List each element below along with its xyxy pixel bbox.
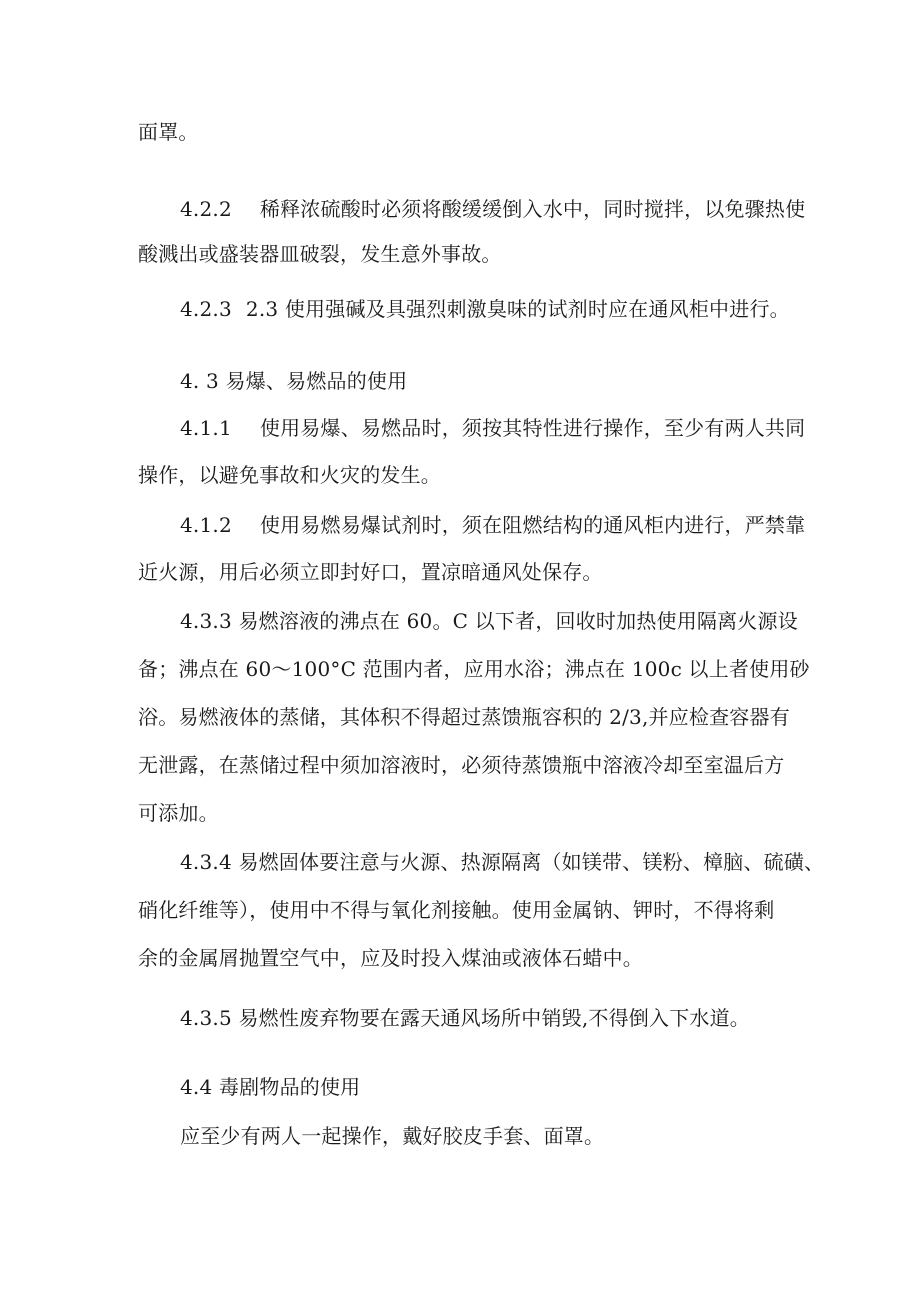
- paragraph-text: 余的金属屑抛置空气中，应及时投入煤油或液体石蜡中。: [138, 946, 643, 970]
- paragraph-line: [138, 898, 788, 922]
- paragraph-line: [138, 801, 788, 825]
- paragraph-text: 面罩。: [138, 120, 199, 144]
- paragraph-line: [180, 1006, 788, 1030]
- paragraph-line: [180, 513, 806, 537]
- paragraph-line: [180, 197, 806, 221]
- paragraph-text: 浴。易燃液体的蒸储，其体积不得超过蒸馈瓶容积的 2/3,并应检查容器有: [138, 705, 790, 729]
- paragraph-text: 酸溅出或盛装器皿破裂，发生意外事故。: [138, 242, 502, 266]
- paragraph-line: [180, 1124, 788, 1148]
- paragraph-line: [180, 297, 788, 321]
- paragraph-text: 4.3.3 易燃溶液的沸点在 60。C 以下者，回收时加热使用隔离火源设: [180, 609, 798, 633]
- paragraph-text: 使用易爆、易燃品时，须按其特性进行操作，至少有两人共同: [259, 416, 806, 440]
- heading-text: 4.4 毒剧物品的使用: [180, 1075, 361, 1099]
- section-heading: [180, 369, 788, 393]
- paragraph-text: 可添加。: [138, 801, 219, 825]
- paragraph-text: 2.3 使用强碱及具强烈刺激臭味的试剂时应在通风柜中进行。: [245, 297, 790, 321]
- paragraph-text: 硝化纤维等），使用中不得与氧化剂接触。使用金属钠、钾时，不得将剩: [138, 898, 775, 922]
- paragraph-line: [138, 120, 788, 144]
- paragraph-line: [138, 463, 788, 487]
- paragraph-line: [180, 609, 798, 633]
- section-number: 4.1.1: [180, 416, 232, 440]
- paragraph-line: [138, 946, 788, 970]
- paragraph-line: [138, 560, 788, 584]
- paragraph-line: [138, 242, 788, 266]
- section-number: 4.2.3: [180, 297, 232, 321]
- heading-text: 4. 3 易爆、易燃品的使用: [180, 369, 408, 393]
- paragraph-text: 4.3.4 易燃固体要注意与火源、热源隔离（如镁带、镁粉、樟脑、硫磺、: [180, 850, 825, 874]
- paragraph-line: [138, 753, 788, 777]
- paragraph-text: 4.3.5 易燃性废弃物要在露天通风场所中销毁,不得倒入下水道。: [180, 1006, 751, 1030]
- paragraph-line: [180, 416, 806, 440]
- section-heading: [180, 1075, 788, 1099]
- paragraph-text: 近火源，用后必须立即封好口，置凉暗通风处保存。: [138, 560, 603, 584]
- paragraph-line: [138, 705, 788, 729]
- paragraph-text: 使用易燃易爆试剂时，须在阻燃结构的通风柜内进行，严禁靠: [259, 513, 806, 537]
- section-number: 4.2.2: [180, 197, 232, 221]
- paragraph-text: 稀释浓硫酸时必须将酸缓缓倒入水中，同时搅拌，以免骤热使: [259, 197, 806, 221]
- paragraph-line: [180, 850, 825, 874]
- section-number: 4.1.2: [180, 513, 232, 537]
- paragraph-line: [138, 657, 810, 681]
- paragraph-text: 无泄露，在蒸储过程中须加溶液时，必须待蒸馈瓶中溶液冷却至室温后方: [138, 753, 785, 777]
- paragraph-text: 操作，以避免事故和火灾的发生。: [138, 463, 441, 487]
- paragraph-text: 备；沸点在 60～100°C 范围内者，应用水浴；沸点在 100c 以上者使用砂: [138, 657, 810, 681]
- paragraph-text: 应至少有两人一起操作，戴好胶皮手套、面罩。: [180, 1124, 605, 1148]
